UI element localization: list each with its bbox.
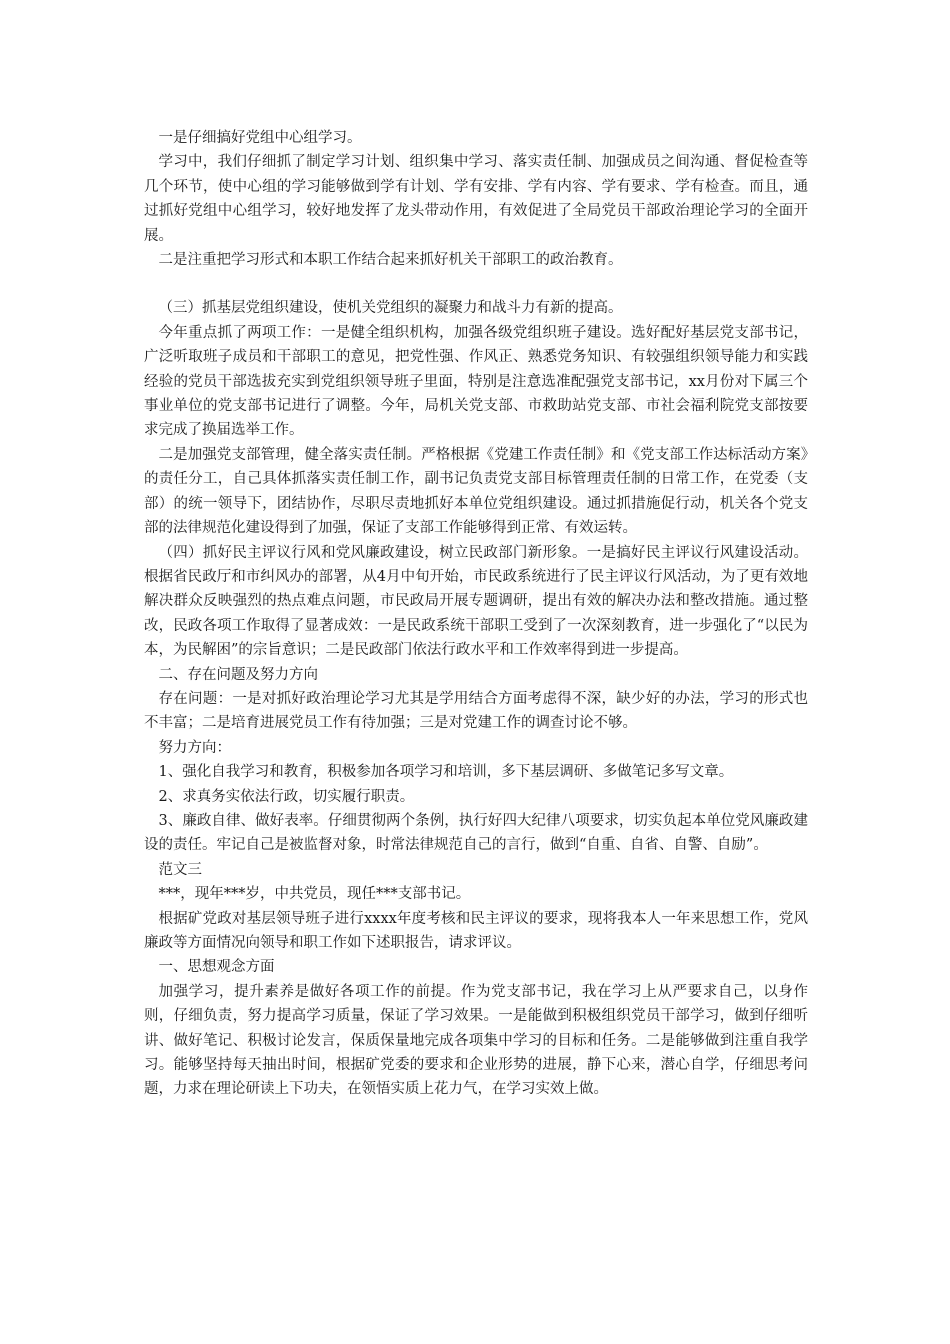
- paragraph: 一是仔细搞好党组中心组学习。: [158, 130, 362, 146]
- paragraph: 二是加强党支部管理，健全落实责任制。严格根据《党建工作责任制》和《党支部工作达标活动方案》的责任分工，自己具体抓落实责任制工作，副书记负责党支部目标管理责任制的日常工作，在党委（支部）的统一领导下，团结协作，尽职尽责地抓好本单位党组织建设。通过抓措施促行动，机关各个党支部的法律规范化建设得到了加强，保证了支部工作能够得到正常、有效运转。: [144, 446, 808, 537]
- paragraph: 根据矿党政对基层领导班子进行xxxx年度考核和民主评议的要求，现将我本人一年来思想工作，党风廉政等方面情况向领导和职工作如下述职报告，请求评议。: [144, 910, 808, 951]
- list-item: 3、廉政自律、做好表率。仔细贯彻两个条例，执行好四大纪律八项要求，切实负起本单位党风廉政建设的责任。牢记自己是被监督对象，时常法律规范自己的言行，做到“自重、自省、自警、自励”。: [144, 812, 808, 854]
- paragraph: 加强学习，提升素养是做好各项工作的前提。作为党支部书记，我在学习上从严要求自己，以身作则，仔细负责，努力提高学习质量，保证了学习效果。一是能做到积极组织党员干部学习，做到仔细听讲、做好笔记、积极讨论发言，保质保量地完成各项集中学习的目标和任务。二是能够做到注重自我学习。能够坚持每天抽出时间，根据矿党委的要求和企业形势的进展，静下心来，潜心自学，仔细思考问题，力求在理论研读上下功夫，在领悟实质上花力气，在学习实效上做。: [144, 983, 808, 1098]
- section-heading: 一、思想观念方面: [158, 959, 275, 976]
- document-body: [144, 126, 808, 1102]
- section-heading: 范文三: [158, 861, 202, 878]
- paragraph: 学习中，我们仔细抓了制定学习计划、组织集中学习、落实责任制、加强成员之间沟通、督促检查等几个环节，使中心组的学习能够做到学有计划、学有安排、学有内容、学有要求、学有检查。而且，通过抓好党组中心组学习，较好地发挥了龙头带动作用，有效促进了全局党员干部政治理论学习的全面开展。: [144, 154, 808, 244]
- section-heading: 二、存在问题及努力方向: [158, 666, 318, 683]
- paragraph: ***，现年***岁，中共党员，现任***支部书记。: [158, 886, 471, 903]
- paragraph: 二是注重把学习形式和本职工作结合起来抓好机关干部职工的政治教育。: [158, 252, 623, 269]
- list-item: 2、求真务实依法行政，切实履行职责。: [158, 788, 415, 805]
- section-heading: （三）抓基层党组织建设，使机关党组织的凝聚力和战斗力有新的提高。: [158, 300, 623, 317]
- paragraph: 存在问题：一是对抓好政治理论学习尤其是学用结合方面考虑得不深，缺少好的办法，学习的形式也不丰富；二是培育进展党员工作有待加强；三是对党建工作的调查讨论不够。: [144, 690, 808, 732]
- paragraph: 今年重点抓了两项工作：一是健全组织机构，加强各级党组织班子建设。选好配好基层党支部书记，广泛听取班子成员和干部职工的意见，把党性强、作风正、熟悉党务知识、有较强组织领导能力和实践经验的党员干部选拔充实到党组织领导班子里面，特别是注意选准配强党支部书记，xx月份对下属三个事业单位的党支部书记进行了调整。今年，局机关党支部、市救助站党支部、市社会福利院党支部按要求完成了换届选举工作。: [144, 324, 808, 439]
- section-heading: （四）抓好民主评议行风和党风廉政建设，树立民政部门新形象。一是搞好民主评议行风建设活动。根据省民政厅和市纠风办的部署，从4月中旬开始，市民政系统进行了民主评议行风活动，为了更有效地解决群众反映强烈的热点难点问题，市民政局开展专题调研，提出有效的解决办法和整改措施。通过整改，民政各项工作取得了显著成效：一是民政系统干部职工受到了一次深刻教育，进一步强化了“以民为本，为民解困”的宗旨意识；二是民政部门依法行政水平和工作效率得到进一步提高。: [144, 544, 808, 659]
- paragraph: 努力方向：: [158, 739, 231, 756]
- list-item: 1、强化自我学习和教育，积极参加各项学习和培训，多下基层调研、多做笔记多写文章。: [158, 764, 734, 781]
